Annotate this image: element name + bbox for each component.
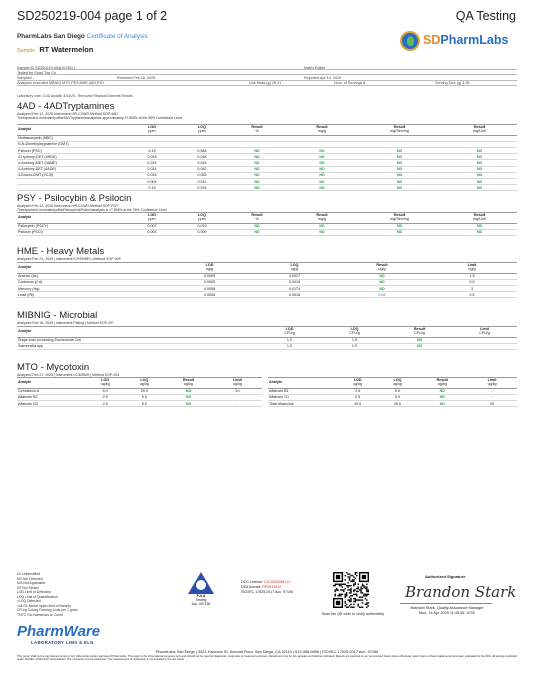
column-header: Result ug/g xyxy=(337,263,427,274)
table-cell: ND xyxy=(442,223,517,229)
footer xyxy=(17,650,517,662)
table-cell: 0.042 xyxy=(177,166,227,172)
table-cell: 0.053 xyxy=(177,172,227,178)
column-header: Analyte xyxy=(17,125,127,136)
table-cell: ND xyxy=(357,172,442,178)
column-header: Result ug/kg xyxy=(164,378,213,389)
table-cell: ND xyxy=(287,147,357,153)
table-cell: ND xyxy=(387,337,452,343)
table-cell: ND xyxy=(442,147,517,153)
table-cell: Psilocin (PSCI) xyxy=(17,229,127,235)
section-4ad xyxy=(17,101,182,120)
section-mib xyxy=(17,310,114,325)
table-cell: Aflatoxin G1 xyxy=(268,394,338,400)
table-cell: 0.004 xyxy=(127,178,177,184)
column-header: Result ug/kg xyxy=(417,378,467,389)
section-psy xyxy=(17,193,167,212)
table-cell: ND xyxy=(387,343,452,349)
legend-item: UL Unidentified xyxy=(17,572,41,576)
table-cell: Cadmium (Cd) xyxy=(17,279,167,285)
heavy-metals-table xyxy=(17,262,517,298)
table-cell: 0.5 xyxy=(427,279,517,285)
legend-item: NT Not Tested xyxy=(17,585,39,590)
legend-item: CFU/g Colony Forming Units per 1 gram xyxy=(17,608,78,612)
table-cell: 0.0174 xyxy=(252,285,337,291)
table-cell: 0.5 xyxy=(427,292,517,298)
section-title: PSY - Psilocybin & Psilocin xyxy=(17,193,132,204)
table-cell: 3 xyxy=(427,285,517,291)
table-cell: ND xyxy=(287,166,357,172)
table-cell: Psilocybin (PSCY) xyxy=(17,223,127,229)
column-header: Result mg/g xyxy=(287,125,357,136)
pharmware-logo xyxy=(17,623,132,653)
matrix: Matrix Edible xyxy=(304,65,326,70)
mycotoxin-table-right xyxy=(268,377,517,407)
section-title: HME - Heavy Metals xyxy=(17,246,105,257)
pjla-icon xyxy=(188,572,214,594)
legend-item: <LOQ Detected xyxy=(17,599,41,603)
legend-item: N/A Not Applicable xyxy=(17,581,46,585)
column-header: LOD ug/g xyxy=(167,263,252,274)
section-sub: Analyzed Feb 18, 2025 | Instrument Plating | Method SOP-007 xyxy=(17,321,114,325)
table-cell: ND xyxy=(287,178,357,184)
abbreviation-legend xyxy=(17,572,78,617)
table-cell: Norbaeocystin (NBC) xyxy=(17,135,127,141)
table-cell: 0.009 xyxy=(177,229,227,235)
table-cell: 2.5 xyxy=(338,394,378,400)
table-cell: ND xyxy=(442,178,517,184)
table-cell: 0.0006 xyxy=(167,292,252,298)
table-cell: 4-Acetoxy-MET (4AME) xyxy=(17,160,127,166)
table-cell: 0.011 xyxy=(177,178,227,184)
table-cell: 0.0018 xyxy=(252,292,337,298)
dea-license: RP0511512 xyxy=(262,585,282,589)
psilocybin-table xyxy=(17,212,517,236)
section-sub: Analyzed Feb 12, 2025 Instrument HPLCVWD Method SOP-PSY xyxy=(17,204,119,208)
table-cell: Aflatoxin B2 xyxy=(17,394,86,400)
pjla-sub: Testing xyxy=(195,598,207,602)
column-header: LOD ug/kg xyxy=(86,378,125,389)
serving-size: Serving Size (g) 3.28 xyxy=(435,81,470,86)
dcc-label: DCC License: xyxy=(241,580,264,584)
column-header: LOD CFU/g xyxy=(257,327,322,338)
table-cell: ND xyxy=(442,154,517,160)
logo-icon xyxy=(400,31,420,51)
column-header: LOQ CFU/g xyxy=(322,327,387,338)
column-header: Result % xyxy=(227,213,287,224)
table-cell: Aflatoxin B1 xyxy=(268,388,338,394)
table-cell: 0.584 xyxy=(177,147,227,153)
table-cell: 10.0 xyxy=(338,400,378,406)
column-header: LOQ ug/kg xyxy=(125,378,164,389)
table-cell: 20.0 xyxy=(125,388,164,394)
table-cell: 0.044 xyxy=(177,160,227,166)
table-cell: 0.0015 xyxy=(252,279,337,285)
qr-caption: Scan the QR code to verify authenticity xyxy=(321,612,385,616)
table-cell: 0.003 xyxy=(127,229,177,235)
sample-label: Sample xyxy=(17,48,36,54)
column-header: LOQ ug/g xyxy=(252,263,337,274)
logo-text: SDPharmLabs xyxy=(423,33,509,47)
section-sub: Analyzed Feb 21, 2025 | Instrument ICP/MSMS | Method SOP-005 xyxy=(17,257,121,261)
table-cell: N,N-Dimethyltryptamine (DMT) xyxy=(17,141,127,147)
sample-name: RT Watermelon xyxy=(39,45,94,54)
table-cell: 0.0027 xyxy=(252,273,337,279)
coa-label: Certificate of Analysis xyxy=(86,33,148,40)
section-uncertainty: Theexpanded UncertaintyofthePsilocybin&Psilocinanalysis is ±7.806% at the 95% Confidence Level xyxy=(17,208,167,212)
table-cell: ND xyxy=(417,394,467,400)
table-cell: ND xyxy=(227,185,287,191)
table-cell: 20 xyxy=(213,388,262,394)
section-hme xyxy=(17,246,121,261)
table-cell: ND xyxy=(417,388,467,394)
table-cell: 0.0005 xyxy=(167,279,252,285)
column-header: LOD ppm xyxy=(127,213,177,224)
table-cell: ND xyxy=(357,178,442,184)
table-cell: - xyxy=(213,400,262,406)
legend-item: LOQ Limit of Quantification xyxy=(17,594,58,599)
table-cell: 1.0 xyxy=(322,337,387,343)
signature-name xyxy=(403,606,491,615)
table-cell: 5.0 xyxy=(86,388,125,394)
table-row xyxy=(268,400,517,406)
column-header: Analyte xyxy=(268,378,338,389)
table-cell: 1.0 xyxy=(257,337,322,343)
table-cell: ND xyxy=(337,279,427,285)
table-cell: ND xyxy=(227,154,287,160)
pjla-badge xyxy=(186,572,216,612)
table-cell: ND xyxy=(227,223,287,229)
table-cell: 1.0 xyxy=(257,343,322,349)
sdpharmlabs-logo xyxy=(400,30,518,54)
table-cell: Total Aflatoxins xyxy=(268,400,338,406)
dea-label: DEA license: xyxy=(241,585,262,589)
table-cell: 2.5 xyxy=(338,388,378,394)
table-cell: ND xyxy=(287,160,357,166)
column-header: Result mg/Unit xyxy=(442,125,517,136)
report-type: QA Testing xyxy=(455,9,516,23)
footer-disclaimer: This report shall not be reproduced except in full, without the written approval of PharmLabs. This report is for informational purposes only and should not be used for diagnostic, prognostic or treatment purposes. Results are only for the samples and batches indicated. Results are reported on an 'as received' basis unless otherwise noted. None of these statements have been evaluated by the FDA. All testing conducted under ISO/IEC 17025:2017 accreditation. The consumer is to be cautioned. The measurement of uncertainty is not included in the test result. xyxy=(17,654,517,662)
column-header: Result CFU/g xyxy=(387,327,452,338)
section-title: MIBNIG - Microbial xyxy=(17,310,98,321)
table-cell: ND xyxy=(227,172,287,178)
column-header: LOD ug/kg xyxy=(338,378,378,389)
table-cell: ND xyxy=(337,273,427,279)
table-cell: ND xyxy=(357,223,442,229)
table-cell: ND xyxy=(337,285,427,291)
table-cell: ND xyxy=(417,400,467,406)
table-cell: 4-Hydroxy-DET (4HDE) xyxy=(17,154,127,160)
legend-item: >ULOL Above upper limit of linearity xyxy=(17,603,72,608)
signature-date: Mon, 14 Apr 2025 11:45:56 -0700 xyxy=(418,610,476,615)
table-cell: 0.015 xyxy=(127,154,177,160)
table-cell: - xyxy=(467,388,517,394)
table-cell: Salmonella spp xyxy=(17,343,257,349)
table-cell xyxy=(17,185,127,191)
section-title: MTO - Mycotoxin xyxy=(17,362,90,373)
license-info xyxy=(241,580,293,595)
table-cell: 0.019 xyxy=(177,223,227,229)
table-cell: ND xyxy=(442,229,517,235)
table-row xyxy=(17,343,517,349)
table-cell: Lead (Pb) xyxy=(17,292,167,298)
table-cell: ND xyxy=(164,400,213,406)
column-header: Analyte xyxy=(17,213,127,224)
table-cell: ND xyxy=(287,229,357,235)
iso-accreditation: ISO/IEC 17025:2017 Acc. 97156 xyxy=(241,590,293,594)
column-header: LOQ ug/kg xyxy=(378,378,418,389)
column-header: Result mg/Unit xyxy=(442,213,517,224)
table-cell: 0.018 xyxy=(127,172,177,178)
table-cell: - xyxy=(213,394,262,400)
table-cell xyxy=(452,343,517,349)
table-cell: ND xyxy=(442,166,517,172)
dcc-license: C8-0000098-LIC xyxy=(264,580,291,584)
table-cell: 0.19 xyxy=(127,147,177,153)
table-cell: 0.0058 xyxy=(167,285,252,291)
table-cell: 2.5 xyxy=(86,400,125,406)
num-servings: Num. of Servings 8 xyxy=(334,81,366,86)
section-title: 4AD - 4ADTryptamines xyxy=(17,101,115,112)
table-cell: 5.0 xyxy=(125,394,164,400)
table-cell: ND xyxy=(357,147,442,153)
table-cell: ND xyxy=(227,160,287,166)
qr-code[interactable] xyxy=(333,572,369,608)
pjla-acc: Acc. #97156 xyxy=(191,602,211,606)
table-cell: 0.02 xyxy=(337,292,427,298)
table-cell: ND xyxy=(357,154,442,160)
lab-note: Laboratory note: COA Update: 4/14/25 - Removed Residual Solvents Results. xyxy=(17,94,134,98)
table-row xyxy=(17,185,517,191)
section-sub: Analyzed Feb 21, 2025 | Instrument LC/MSMS | Method SOP-004 xyxy=(17,373,120,377)
table-cell: ND xyxy=(357,185,442,191)
report-id: SD250219-004 page 1 of 2 xyxy=(17,9,168,23)
legend-item: ND Not Detected xyxy=(17,576,43,581)
pharmware-sub: LABORATORY LIMS & ELN xyxy=(31,640,94,645)
table-cell: Ochratoxin A xyxy=(17,388,86,394)
reported: Reported Apr 14, 2025 xyxy=(304,75,342,80)
table-cell: Shiga toxin producing Escherichia Coli xyxy=(17,337,257,343)
table-cell: 0.014 xyxy=(127,166,177,172)
table-cell: ND xyxy=(357,166,442,172)
sample-id: Sample ID SD250219-004(107567) xyxy=(17,65,75,70)
table-cell: 0.0009 xyxy=(167,273,252,279)
lab-title: PharmLabs San Diego xyxy=(17,33,85,40)
column-header: Limit ug/g xyxy=(427,263,517,274)
footer-address: PharmLabs San Diego | 3421 Hancock St, Second Floor, San Diego, CA 92110 | 619.356.0898 | ISO/IEC 17025:2017 Acc. 97156 xyxy=(155,649,379,654)
table-cell: 0.576 xyxy=(177,185,227,191)
table-cell: 5.0 xyxy=(378,388,418,394)
column-header: Limit CFU/g xyxy=(452,327,517,338)
table-cell: 1.0 xyxy=(322,343,387,349)
table-cell: ND xyxy=(287,223,357,229)
sampled: Sampled - xyxy=(17,75,34,80)
table-row xyxy=(17,400,262,406)
legend-item: TNTC Too Numerous to Count xyxy=(17,612,63,617)
table-cell: ND xyxy=(357,160,442,166)
table-cell: 0.19 xyxy=(127,185,177,191)
table-cell: 0.007 xyxy=(127,223,177,229)
column-header: Analyte xyxy=(17,378,86,389)
table-cell: Aflatoxin G2 xyxy=(17,400,86,406)
received: Received Feb 18, 2025 xyxy=(117,75,156,80)
table-cell: 5.0 xyxy=(125,400,164,406)
table-cell: ND xyxy=(442,160,517,166)
lab-name xyxy=(17,33,148,40)
table-cell: 0.048 xyxy=(177,154,227,160)
table-cell: ND xyxy=(287,185,357,191)
column-header: Analyte xyxy=(17,327,257,338)
section-sub: Analyzed Feb 12, 2025 Instrument HPLCVWD Method SOP-4AD xyxy=(17,112,118,116)
column-header: Result mg/g xyxy=(287,213,357,224)
table-cell: ND xyxy=(164,388,213,394)
section-uncertainty: Theexpanded Uncertaintyofthe4ADTryptamineanalysisis approximately ±7.806% at the 95% Confidence Level xyxy=(17,116,183,120)
table-cell: ND xyxy=(164,394,213,400)
table-cell: ND xyxy=(287,172,357,178)
table-cell: 2.5 xyxy=(86,394,125,400)
column-header: LOQ ppm xyxy=(177,213,227,224)
column-header: Result mg/Serving xyxy=(357,125,442,136)
column-header: Result mg/Serving xyxy=(357,213,442,224)
column-header: LOD ppm xyxy=(127,125,177,136)
section-mto xyxy=(17,362,119,377)
table-cell: 1.5 xyxy=(427,273,517,279)
signature-line xyxy=(400,603,492,604)
table-cell: - xyxy=(467,394,517,400)
table-cell: ND xyxy=(442,172,517,178)
sample-meta xyxy=(17,65,517,86)
mycotoxin-table-left xyxy=(17,377,262,407)
table-cell: ND xyxy=(227,166,287,172)
microbial-table xyxy=(17,326,517,350)
table-cell: 20 xyxy=(467,400,517,406)
table-cell: ND xyxy=(442,185,517,191)
column-header: Analyte xyxy=(17,263,167,274)
column-header: LOQ ppm xyxy=(177,125,227,136)
table-cell: 4-Bromo-DMT (2C-B) xyxy=(17,172,127,178)
table-cell: ND xyxy=(357,229,442,235)
analyses: Analyses executed MBNIG,MTO,PES,HME,4AD,PSY xyxy=(17,81,105,86)
table-cell: ND xyxy=(287,154,357,160)
signature-title: Authorized Signature xyxy=(425,574,466,579)
table-cell: Arsenic (As) xyxy=(17,273,167,279)
signature-script: Brandon Stark xyxy=(405,583,517,601)
legend-item: LOD Limit of Detection xyxy=(17,590,52,594)
tested-for: Tested for Road Trip Co. xyxy=(17,70,57,75)
table-cell: 20.0 xyxy=(378,400,418,406)
tryptamine-table xyxy=(17,124,517,191)
table-cell: 5.0 xyxy=(378,394,418,400)
table-cell: Psilocin (PSC) xyxy=(17,147,127,153)
table-cell: Mercury (Hg) xyxy=(17,285,167,291)
column-header: Limit ug/kg xyxy=(213,378,262,389)
pharmware-word: PharmWare xyxy=(17,623,101,640)
column-header: Result % xyxy=(227,125,287,136)
pjla-name: PJLA xyxy=(196,594,206,598)
table-cell: 0.015 xyxy=(127,160,177,166)
table-row xyxy=(17,292,517,298)
table-cell: ND xyxy=(227,178,287,184)
signer-name: Brandon Stark, Quality Assurance Manager xyxy=(410,606,484,610)
table-row xyxy=(17,229,517,235)
table-cell: ND xyxy=(227,147,287,153)
unit-mass: Unit Mass (g) 26.21 xyxy=(249,81,282,86)
column-header: Limit ug/kg xyxy=(467,378,517,389)
table-cell: 4-Acetoxy-DET (4ADE) xyxy=(17,166,127,172)
table-cell: ND xyxy=(227,229,287,235)
sample-line xyxy=(17,45,93,54)
